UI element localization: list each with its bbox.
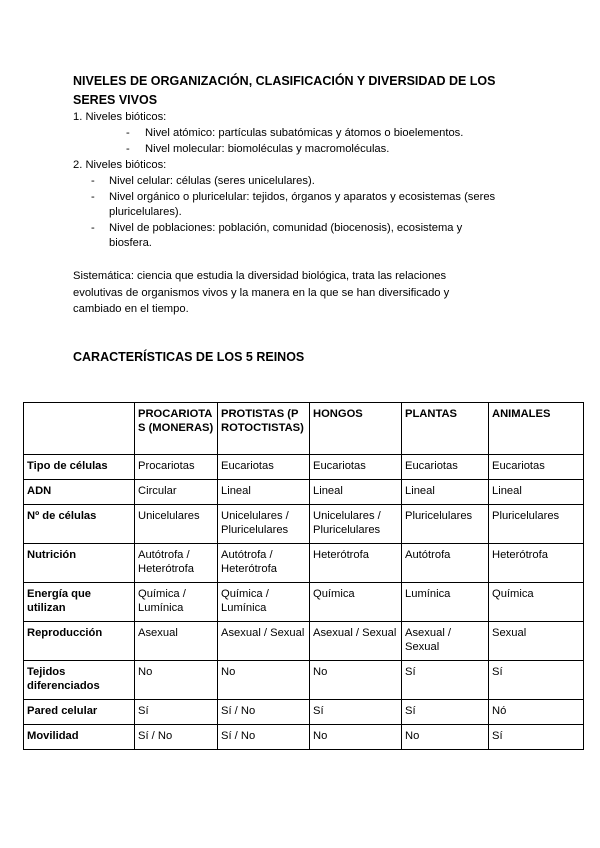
table-row [24, 725, 584, 750]
table-cell: Unicelulares / Pluricelulares [218, 505, 310, 544]
header-cell: PROCARIOTAS (MONERAS) [135, 403, 218, 455]
bullet-dash: - [91, 191, 95, 203]
table-cell: Lumínica [402, 583, 489, 622]
table-cell: Nó [489, 700, 584, 725]
list-item: Nivel orgánico o pluricelular: tejidos, órganos y aparatos y ecosistemas (seres [109, 191, 496, 203]
table-cell: Eucariotas [310, 455, 402, 480]
table-cell: Química [489, 583, 584, 622]
table-cell: Sí / No [218, 725, 310, 750]
row-label: Pared celular [24, 700, 135, 725]
table-cell: Autótrofa / Heterótrofa [218, 544, 310, 583]
table-row [24, 455, 584, 480]
bullet-dash: - [91, 175, 95, 187]
list-item-continuation: biosfera. [109, 237, 152, 249]
table-row [24, 505, 584, 544]
table-cell: Circular [135, 480, 218, 505]
table-row [24, 544, 584, 583]
row-label: Energía que utilizan [24, 583, 135, 622]
bullet-dash: - [126, 143, 130, 155]
table-cell: Eucariotas [218, 455, 310, 480]
table-cell: Sí / No [218, 700, 310, 725]
table-cell: Química [310, 583, 402, 622]
table-cell: Asexual / Sexual [218, 622, 310, 661]
table-cell: Eucariotas [402, 455, 489, 480]
table-title: CARACTERÍSTICAS DE LOS 5 REINOS [73, 350, 305, 364]
table-cell: Sí / No [135, 725, 218, 750]
table-cell: Sí [402, 661, 489, 700]
section-1-heading: 1. Niveles bióticos: [73, 111, 167, 123]
row-label: Nº de células [24, 505, 135, 544]
row-label: Nutrición [24, 544, 135, 583]
table-row [24, 622, 584, 661]
header-cell: HONGOS [310, 403, 402, 455]
table-cell: Pluricelulares [402, 505, 489, 544]
header-cell: PLANTAS [402, 403, 489, 455]
table-cell: Química / Lumínica [218, 583, 310, 622]
row-label: ADN [24, 480, 135, 505]
table-cell: Sí [402, 700, 489, 725]
table-cell: Lineal [310, 480, 402, 505]
table-cell: No [310, 661, 402, 700]
table-row [24, 700, 584, 725]
list-item: Nivel de poblaciones: población, comunidad (biocenosis), ecosistema y [109, 222, 463, 234]
header-cell [24, 403, 135, 455]
table-cell: Asexual [135, 622, 218, 661]
table-row [24, 661, 584, 700]
bullet-dash: - [91, 222, 95, 234]
table-cell: Autótrofa [402, 544, 489, 583]
table-cell: Heterótrofa [310, 544, 402, 583]
table-cell: Eucariotas [489, 455, 584, 480]
table-header-row [24, 403, 584, 455]
list-item: Nivel celular: células (seres unicelulares). [109, 175, 315, 187]
table-cell: Sí [489, 661, 584, 700]
table-cell: Sí [489, 725, 584, 750]
table-cell: Sí [310, 700, 402, 725]
table-cell: Unicelulares / Pluricelulares [310, 505, 402, 544]
table-cell: Asexual / Sexual [402, 622, 489, 661]
table-cell: Unicelulares [135, 505, 218, 544]
table-cell: No [218, 661, 310, 700]
row-label: Reproducción [24, 622, 135, 661]
row-label: Movilidad [24, 725, 135, 750]
table-row [24, 583, 584, 622]
kingdoms-table [23, 402, 584, 750]
table-cell: Lineal [402, 480, 489, 505]
table-cell: Sí [135, 700, 218, 725]
document-title: NIVELES DE ORGANIZACIÓN, CLASIFICACIÓN Y DIVERSIDAD DE LOS SERES VIVOS [73, 74, 496, 107]
row-label: Tejidos diferenciados [24, 661, 135, 700]
header-cell: ANIMALES [489, 403, 584, 455]
table-cell: Autótrofa / Heterótrofa [135, 544, 218, 583]
section-2-heading: 2. Niveles bióticos: [73, 159, 167, 171]
table-cell: No [310, 725, 402, 750]
table-cell: Lineal [489, 480, 584, 505]
table-cell: No [402, 725, 489, 750]
table-cell: Asexual / Sexual [310, 622, 402, 661]
row-label: Tipo de células [24, 455, 135, 480]
bullet-dash: - [126, 127, 130, 139]
list-item-continuation: pluricelulares). [109, 206, 182, 218]
table-row [24, 480, 584, 505]
list-item: Nivel molecular: biomoléculas y macromoléculas. [145, 143, 390, 155]
systematics-paragraph: Sistemática: ciencia que estudia la diversidad biológica, trata las relaciones evolutivas de organismos vivos y la manera en la que se han diversificado y cambiado en el tiempo. [73, 270, 450, 315]
table-cell: Pluricelulares [489, 505, 584, 544]
header-cell: PROTISTAS (PROTOCTISTAS) [218, 403, 310, 455]
table-cell: Química / Lumínica [135, 583, 218, 622]
table-cell: Procariotas [135, 455, 218, 480]
list-item: Nivel atómico: partículas subatómicas y átomos o bioelementos. [145, 127, 464, 139]
table-cell: Lineal [218, 480, 310, 505]
table-cell: Sexual [489, 622, 584, 661]
table-cell: No [135, 661, 218, 700]
table-cell: Heterótrofa [489, 544, 584, 583]
